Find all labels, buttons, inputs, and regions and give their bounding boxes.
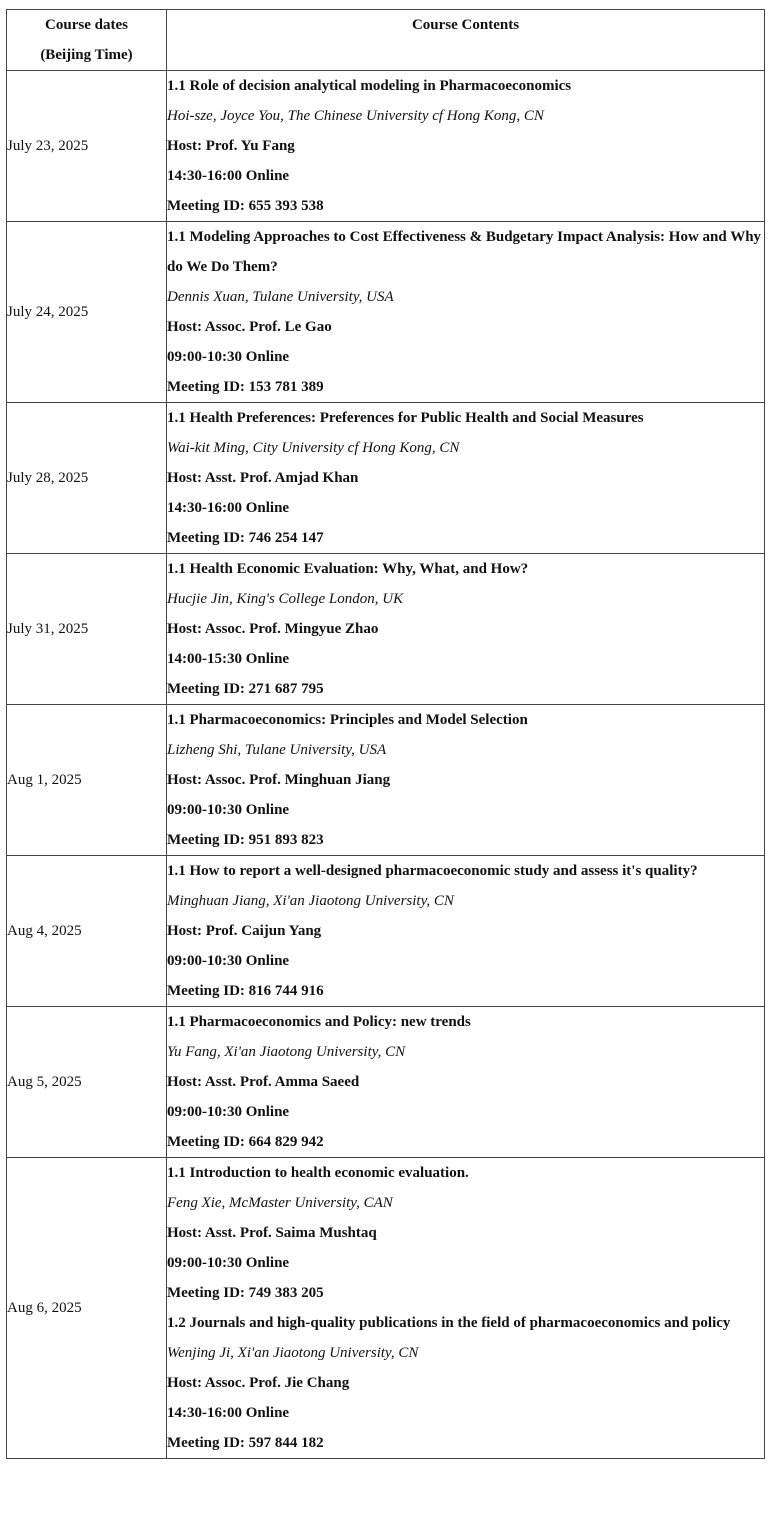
schedule-body: [7, 71, 765, 1459]
course-content-cell: [167, 1007, 765, 1158]
session-title: 1.1 Modeling Approaches to Cost Effectiveness & Budgetary Impact Analysis: How and Why do We Do Them?: [167, 229, 762, 275]
session-time: 09:00-10:30 Online: [167, 1255, 290, 1271]
course-date: July 24, 2025: [7, 303, 89, 320]
course-date-cell: [7, 71, 167, 222]
session-speaker: Lizheng Shi, Tulane University, USA: [167, 742, 387, 758]
course-content-cell: [167, 554, 765, 705]
table-header-row: [7, 10, 765, 71]
course-contents-header: [167, 10, 765, 71]
course-content-cell: [167, 856, 765, 1007]
course-date: Aug 5, 2025: [7, 1073, 82, 1090]
course-date: Aug 4, 2025: [7, 922, 82, 939]
session-title: 1.1 Pharmacoeconomics: Principles and Model Selection: [167, 712, 528, 728]
session-speaker: Yu Fang, Xi'an Jiaotong University, CN: [167, 1044, 406, 1060]
session-title: 1.1 Health Economic Evaluation: Why, What, and How?: [167, 561, 529, 577]
session-speaker: Feng Xie, McMaster University, CAN: [167, 1195, 393, 1211]
session-meeting-id: Meeting ID: 655 393 538: [167, 198, 324, 214]
session-meeting-id: Meeting ID: 153 781 389: [167, 379, 324, 395]
course-contents-header-label: Course Contents: [411, 17, 520, 33]
session-speaker: Dennis Xuan, Tulane University, USA: [167, 289, 394, 305]
course-date-cell: [7, 1158, 167, 1459]
course-date-cell: [7, 554, 167, 705]
table-row: [7, 1158, 765, 1459]
session-meeting-id: Meeting ID: 746 254 147: [167, 530, 324, 546]
course-dates-header-line2: (Beijing Time): [40, 47, 133, 63]
course-date-cell: [7, 856, 167, 1007]
session-time: 14:30-16:00 Online: [167, 168, 290, 184]
session-time: 09:00-10:30 Online: [167, 802, 290, 818]
session-title: 1.1 Health Preferences: Preferences for Public Health and Social Measures: [167, 410, 644, 426]
course-date-cell: [7, 705, 167, 856]
course-schedule-table: [6, 9, 765, 1459]
session-meeting-id: Meeting ID: 271 687 795: [167, 681, 324, 697]
course-content-cell: [167, 71, 765, 222]
course-date: Aug 6, 2025: [7, 1299, 82, 1316]
session-host: Host: Asst. Prof. Saima Mushtaq: [167, 1225, 377, 1241]
session-time: 14:00-15:30 Online: [167, 651, 290, 667]
session-meeting-id: Meeting ID: 951 893 823: [167, 832, 324, 848]
course-date-cell: [7, 222, 167, 403]
session-time: 14:30-16:00 Online: [167, 500, 290, 516]
session-host: Host: Assoc. Prof. Le Gao: [167, 319, 332, 335]
session-host: Host: Asst. Prof. Amjad Khan: [167, 470, 359, 486]
session-title: 1.1 Role of decision analytical modeling in Pharmacoeconomics: [167, 78, 572, 94]
session-time: 14:30-16:00 Online: [167, 1405, 290, 1421]
course-date-cell: [7, 1007, 167, 1158]
session-time: 09:00-10:30 Online: [167, 953, 290, 969]
session-meeting-id: Meeting ID: 597 844 182: [167, 1435, 324, 1451]
session-time: 09:00-10:30 Online: [167, 1104, 290, 1120]
session-time: 09:00-10:30 Online: [167, 349, 290, 365]
table-row: [7, 222, 765, 403]
table-row: [7, 554, 765, 705]
course-content-cell: [167, 403, 765, 554]
table-row: [7, 403, 765, 554]
course-date: Aug 1, 2025: [7, 771, 82, 788]
session-host: Host: Prof. Yu Fang: [167, 138, 295, 154]
session-meeting-id: Meeting ID: 664 829 942: [167, 1134, 324, 1150]
session-title: 1.1 Pharmacoeconomics and Policy: new trends: [167, 1014, 471, 1030]
course-content-cell: [167, 222, 765, 403]
session-speaker: Wenjing Ji, Xi'an Jiaotong University, CN: [167, 1345, 419, 1361]
course-content-cell: [167, 1158, 765, 1459]
session-speaker: Minghuan Jiang, Xi'an Jiaotong University, CN: [167, 893, 454, 909]
session-meeting-id: Meeting ID: 816 744 916: [167, 983, 324, 999]
course-dates-header: [7, 10, 167, 71]
course-date: July 23, 2025: [7, 137, 89, 154]
session-host: Host: Assoc. Prof. Mingyue Zhao: [167, 621, 379, 637]
table-row: [7, 71, 765, 222]
session-title: 1.2 Journals and high-quality publications in the field of pharmacoeconomics and policy: [167, 1315, 731, 1331]
session-title: 1.1 How to report a well-designed pharmacoeconomic study and assess it's quality?: [167, 863, 698, 879]
course-date-cell: [7, 403, 167, 554]
session-host: Host: Assoc. Prof. Jie Chang: [167, 1375, 350, 1391]
course-date: July 31, 2025: [7, 620, 89, 637]
course-date: July 28, 2025: [7, 469, 89, 486]
table-row: [7, 856, 765, 1007]
session-host: Host: Prof. Caijun Yang: [167, 923, 322, 939]
table-row: [7, 1007, 765, 1158]
session-speaker: Hucjie Jin, King's College London, UK: [167, 591, 404, 607]
session-host: Host: Asst. Prof. Amma Saeed: [167, 1074, 360, 1090]
session-speaker: Hoi-sze, Joyce You, The Chinese University cf Hong Kong, CN: [167, 108, 544, 124]
session-meeting-id: Meeting ID: 749 383 205: [167, 1285, 324, 1301]
table-row: [7, 705, 765, 856]
session-speaker: Wai-kit Ming, City University cf Hong Kong, CN: [167, 440, 460, 456]
session-host: Host: Assoc. Prof. Minghuan Jiang: [167, 772, 391, 788]
course-content-cell: [167, 705, 765, 856]
course-dates-header-line1: Course dates: [45, 17, 128, 33]
session-title: 1.1 Introduction to health economic evaluation.: [167, 1165, 469, 1181]
